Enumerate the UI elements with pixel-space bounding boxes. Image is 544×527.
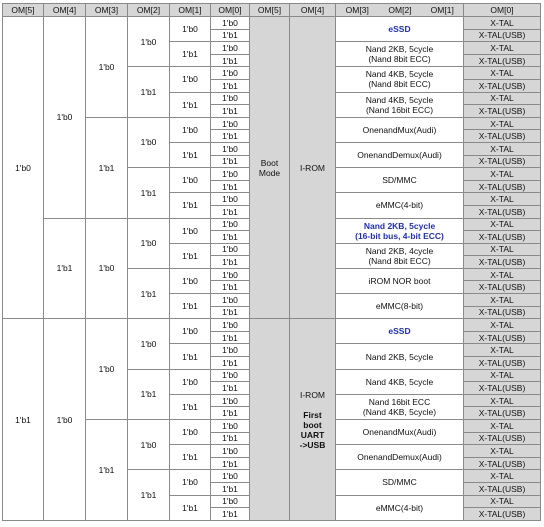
header-boot-om3: OM[3] <box>336 4 379 17</box>
boot-device-cell: Nand 4KB, 5cycle (Nand 8bit ECC) <box>336 67 464 92</box>
om1-cell: 1'b0 <box>170 168 211 193</box>
om0-cell: 1'b1 <box>211 281 250 294</box>
om0-cell: 1'b1 <box>211 357 250 370</box>
clock-source-cell: X-TAL(USB) <box>464 54 541 67</box>
om2-cell: 1'b0 <box>128 17 170 67</box>
boot-device-cell: Nand 2KB, 5cycle (Nand 8bit ECC) <box>336 42 464 67</box>
header-om5: OM[5] <box>3 4 44 17</box>
clock-source-cell: X-TAL <box>464 67 541 80</box>
om0-cell: 1'b0 <box>211 168 250 181</box>
clock-source-cell: X-TAL(USB) <box>464 306 541 319</box>
clock-source-cell: X-TAL <box>464 369 541 382</box>
om1-cell: 1'b0 <box>170 67 211 92</box>
om1-cell: 1'b1 <box>170 294 211 319</box>
om4-cell: 1'b1 <box>44 218 86 319</box>
boot-device-cell: eSSD <box>336 17 464 42</box>
om4-cell: 1'b0 <box>44 319 86 521</box>
boot-device-cell: SD/MMC <box>336 470 464 495</box>
om0-cell: 1'b0 <box>211 92 250 105</box>
om1-cell: 1'b0 <box>170 268 211 293</box>
om2-cell: 1'b0 <box>128 420 170 470</box>
clock-source-cell: X-TAL <box>464 445 541 458</box>
om0-cell: 1'b0 <box>211 67 250 80</box>
om-boot-table <box>2 3 541 521</box>
om1-cell: 1'b0 <box>170 218 211 243</box>
om0-cell: 1'b1 <box>211 382 250 395</box>
boot-device-cell: OnenandDemux(Audi) <box>336 445 464 470</box>
clock-source-cell: X-TAL <box>464 268 541 281</box>
clock-source-cell: X-TAL <box>464 193 541 206</box>
clock-source-cell: X-TAL <box>464 243 541 256</box>
om2-cell: 1'b0 <box>128 117 170 167</box>
clock-source-cell: X-TAL <box>464 42 541 55</box>
boot-device-cell: iROM NOR boot <box>336 268 464 293</box>
om0-cell: 1'b0 <box>211 142 250 155</box>
clock-source-cell: X-TAL <box>464 420 541 433</box>
om0-cell: 1'b0 <box>211 243 250 256</box>
om1-cell: 1'b1 <box>170 42 211 67</box>
om1-cell: 1'b0 <box>170 420 211 445</box>
om1-cell: 1'b1 <box>170 445 211 470</box>
clock-source-cell: X-TAL(USB) <box>464 180 541 193</box>
om3-cell: 1'b0 <box>86 218 128 319</box>
clock-source-cell: X-TAL(USB) <box>464 331 541 344</box>
clock-source-cell: X-TAL(USB) <box>464 281 541 294</box>
om4-cell: 1'b0 <box>44 17 86 219</box>
om0-cell: 1'b0 <box>211 117 250 130</box>
boot-mode-cell: Boot Mode <box>250 17 290 319</box>
om0-cell: 1'b1 <box>211 54 250 67</box>
clock-source-cell: X-TAL <box>464 294 541 307</box>
irom-cell: I-ROM <box>290 17 336 319</box>
om0-cell: 1'b0 <box>211 268 250 281</box>
clock-source-cell: X-TAL <box>464 218 541 231</box>
clock-source-cell: X-TAL(USB) <box>464 357 541 370</box>
om3-cell: 1'b1 <box>86 117 128 218</box>
table-row <box>3 319 541 332</box>
om2-cell: 1'b1 <box>128 168 170 218</box>
clock-source-cell: X-TAL(USB) <box>464 79 541 92</box>
om0-cell: 1'b1 <box>211 231 250 244</box>
clock-source-cell: X-TAL(USB) <box>464 205 541 218</box>
om2-cell: 1'b0 <box>128 319 170 369</box>
om1-cell: 1'b1 <box>170 92 211 117</box>
boot-device-cell: Nand 4KB, 5cycle (Nand 16bit ECC) <box>336 92 464 117</box>
clock-source-cell: X-TAL <box>464 17 541 30</box>
om5-cell: 1'b1 <box>3 319 44 521</box>
om1-cell: 1'b0 <box>170 319 211 344</box>
boot-device-cell: eMMC(8-bit) <box>336 294 464 319</box>
om0-cell: 1'b0 <box>211 319 250 332</box>
om1-cell: 1'b1 <box>170 495 211 520</box>
om1-cell: 1'b1 <box>170 142 211 167</box>
boot-device-cell: SD/MMC <box>336 168 464 193</box>
om5-cell: 1'b0 <box>3 17 44 319</box>
clock-source-cell: X-TAL(USB) <box>464 407 541 420</box>
boot-device-cell: OnenandMux(Audi) <box>336 117 464 142</box>
om2-cell: 1'b0 <box>128 218 170 268</box>
clock-source-cell: X-TAL(USB) <box>464 155 541 168</box>
header-om0: OM[0] <box>211 4 250 17</box>
header-boot-om2: OM[2] <box>379 4 422 17</box>
om0-cell: 1'b0 <box>211 17 250 30</box>
header-om2: OM[2] <box>128 4 170 17</box>
header-boot-om5: OM[5] <box>250 4 290 17</box>
clock-source-cell: X-TAL <box>464 470 541 483</box>
om0-cell: 1'b0 <box>211 218 250 231</box>
om1-cell: 1'b0 <box>170 17 211 42</box>
clock-source-cell: X-TAL <box>464 142 541 155</box>
clock-source-cell: X-TAL(USB) <box>464 231 541 244</box>
table-row <box>3 17 541 30</box>
om0-cell: 1'b1 <box>211 29 250 42</box>
boot-device-cell: eSSD <box>336 319 464 344</box>
om1-cell: 1'b1 <box>170 394 211 419</box>
clock-source-cell: X-TAL <box>464 168 541 181</box>
boot-device-cell: Nand 2KB, 5cycle <box>336 344 464 369</box>
om0-cell: 1'b1 <box>211 79 250 92</box>
om0-cell: 1'b1 <box>211 331 250 344</box>
boot-device-cell: OnenandDemux(Audi) <box>336 142 464 167</box>
boot-device-cell: Nand 2KB, 5cycle (16-bit bus, 4-bit ECC) <box>336 218 464 243</box>
om2-cell: 1'b1 <box>128 470 170 520</box>
clock-source-cell: X-TAL <box>464 344 541 357</box>
boot-device-cell: Nand 16bit ECC (Nand 4KB, 5cycle) <box>336 394 464 419</box>
om0-cell: 1'b0 <box>211 445 250 458</box>
boot-om5-blank-cell <box>250 319 290 521</box>
clock-source-cell: X-TAL <box>464 117 541 130</box>
om0-cell: 1'b0 <box>211 470 250 483</box>
om0-cell: 1'b1 <box>211 256 250 269</box>
clock-source-cell: X-TAL(USB) <box>464 508 541 521</box>
clock-source-cell: X-TAL(USB) <box>464 457 541 470</box>
header-boot-om1: OM[1] <box>422 4 464 17</box>
om0-cell: 1'b1 <box>211 155 250 168</box>
om0-cell: 1'b0 <box>211 294 250 307</box>
om1-cell: 1'b0 <box>170 117 211 142</box>
header-om1: OM[1] <box>170 4 211 17</box>
om0-cell: 1'b1 <box>211 105 250 118</box>
boot-device-cell: Nand 2KB, 4cycle (Nand 8bit ECC) <box>336 243 464 268</box>
om3-cell: 1'b1 <box>86 420 128 521</box>
header-om3: OM[3] <box>86 4 128 17</box>
om1-cell: 1'b1 <box>170 344 211 369</box>
clock-source-cell: X-TAL <box>464 495 541 508</box>
clock-source-cell: X-TAL(USB) <box>464 130 541 143</box>
om1-cell: 1'b0 <box>170 470 211 495</box>
om0-cell: 1'b0 <box>211 495 250 508</box>
irom-uart-cell: I-ROM First boot UART ->USB <box>290 319 336 521</box>
om0-cell: 1'b1 <box>211 306 250 319</box>
om0-cell: 1'b1 <box>211 482 250 495</box>
om1-cell: 1'b1 <box>170 193 211 218</box>
clock-source-cell: X-TAL(USB) <box>464 382 541 395</box>
om2-cell: 1'b1 <box>128 67 170 117</box>
om0-cell: 1'b1 <box>211 508 250 521</box>
om3-cell: 1'b0 <box>86 319 128 420</box>
om0-cell: 1'b0 <box>211 344 250 357</box>
om0-cell: 1'b0 <box>211 394 250 407</box>
clock-source-cell: X-TAL <box>464 394 541 407</box>
om2-cell: 1'b1 <box>128 369 170 419</box>
header-boot-om4: OM[4] <box>290 4 336 17</box>
boot-device-cell: OnenandMux(Audi) <box>336 420 464 445</box>
boot-device-cell: eMMC(4-bit) <box>336 495 464 520</box>
clock-source-cell: X-TAL <box>464 319 541 332</box>
clock-source-cell: X-TAL <box>464 92 541 105</box>
om0-cell: 1'b1 <box>211 407 250 420</box>
clock-source-cell: X-TAL(USB) <box>464 482 541 495</box>
om1-cell: 1'b1 <box>170 243 211 268</box>
boot-device-cell: eMMC(4-bit) <box>336 193 464 218</box>
clock-source-cell: X-TAL(USB) <box>464 29 541 42</box>
om0-cell: 1'b0 <box>211 193 250 206</box>
om0-cell: 1'b0 <box>211 420 250 433</box>
om0-cell: 1'b1 <box>211 205 250 218</box>
header-boot-om0: OM[0] <box>464 4 541 17</box>
boot-device-cell: Nand 4KB, 5cycle <box>336 369 464 394</box>
om0-cell: 1'b1 <box>211 180 250 193</box>
om0-cell: 1'b0 <box>211 369 250 382</box>
clock-source-cell: X-TAL(USB) <box>464 105 541 118</box>
om0-cell: 1'b0 <box>211 42 250 55</box>
om2-cell: 1'b1 <box>128 268 170 318</box>
om0-cell: 1'b1 <box>211 130 250 143</box>
clock-source-cell: X-TAL(USB) <box>464 256 541 269</box>
table-body <box>3 17 541 521</box>
clock-source-cell: X-TAL(USB) <box>464 432 541 445</box>
header-om4: OM[4] <box>44 4 86 17</box>
om1-cell: 1'b0 <box>170 369 211 394</box>
om0-cell: 1'b1 <box>211 457 250 470</box>
header-row <box>3 4 541 17</box>
om3-cell: 1'b0 <box>86 17 128 118</box>
om0-cell: 1'b1 <box>211 432 250 445</box>
